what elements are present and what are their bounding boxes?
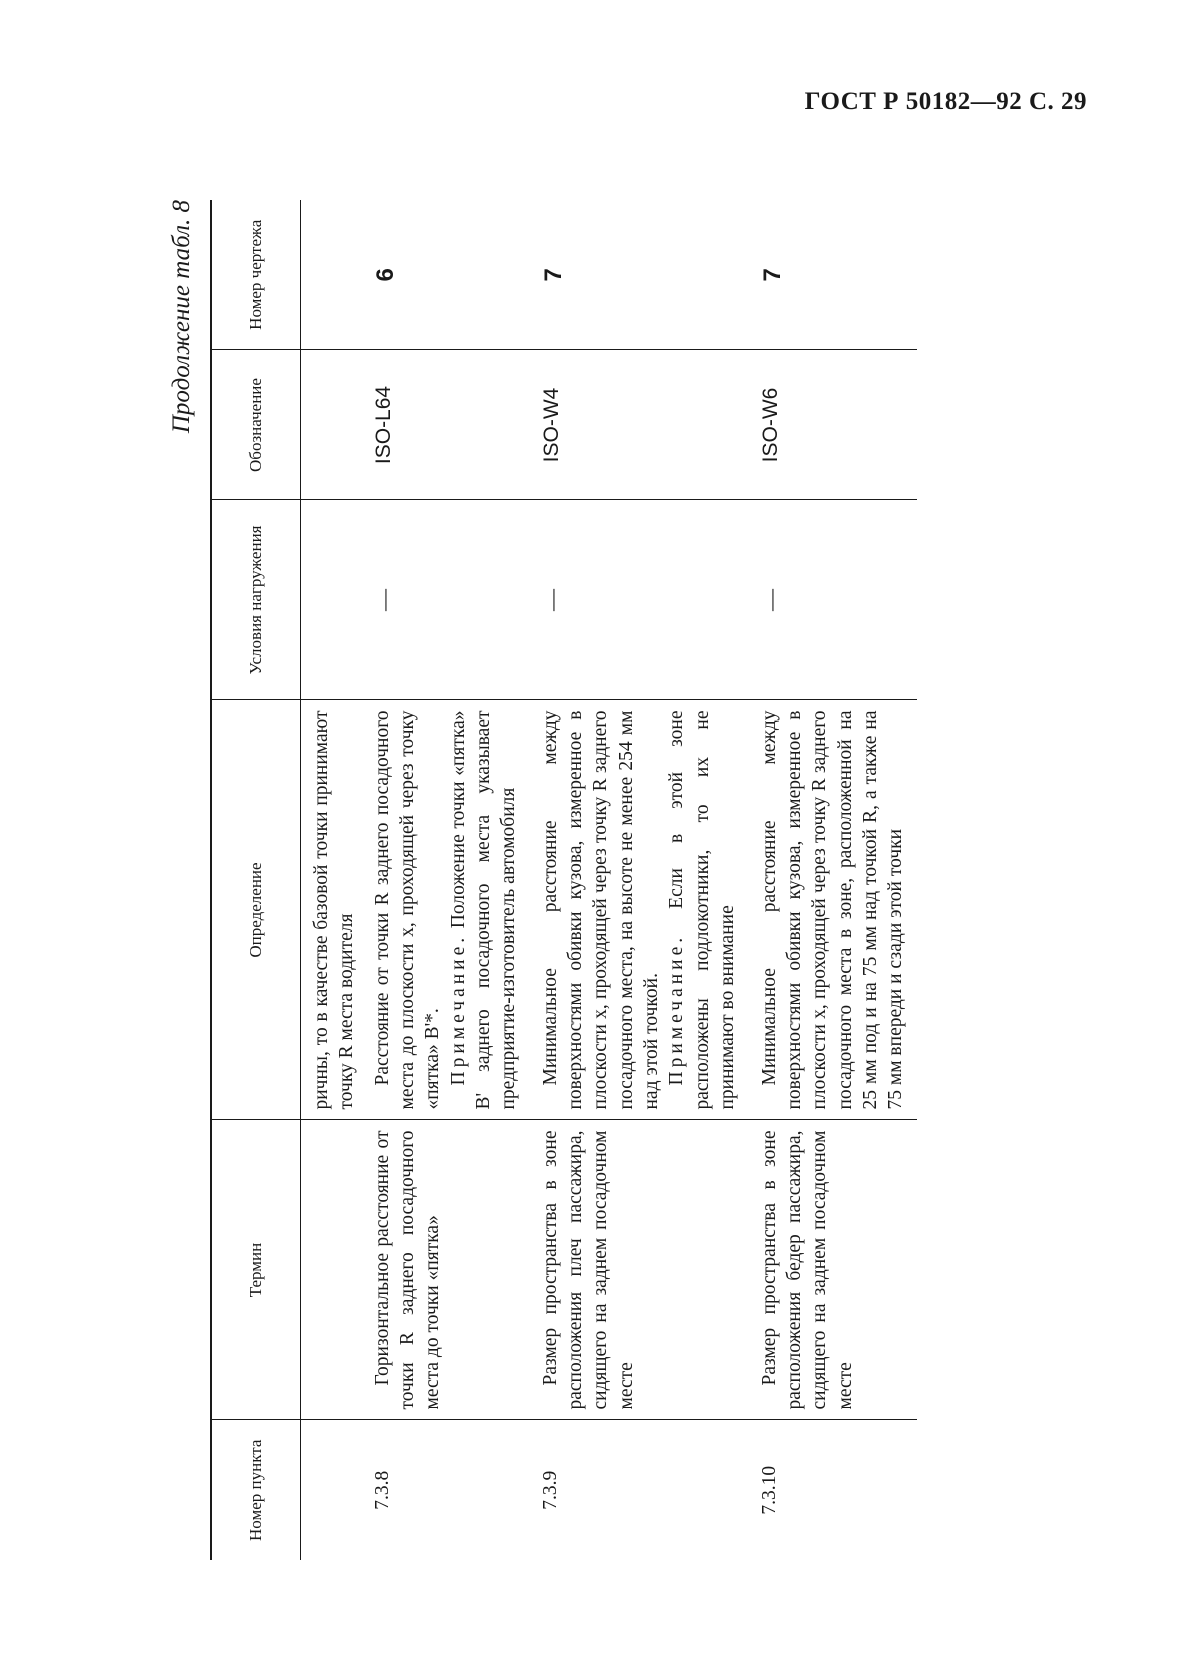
row-term: Горизонтальное расстояние от точки R заднего посадочного места до точки «пятка» [362, 1120, 530, 1420]
row-condition: — [749, 500, 917, 700]
table-row-continuation [301, 200, 362, 1560]
column-header-designation: Обозначение [211, 350, 301, 500]
page-header: ГОСТ Р 50182—92 С. 29 [804, 88, 1087, 115]
column-header-drawing: Номер чертежа [211, 200, 301, 350]
table-row [530, 200, 749, 1560]
row-definition: Расстояние от точки R заднего посадочного места до плоскости x, проходящей через точку «пятка» B'*. Примечание. Положение точки «пятка» B' заднего посадочного места указывает предприятие-изготовитель автомобиля [362, 700, 530, 1120]
table-row [749, 200, 917, 1560]
row-number: 7.3.8 [371, 1470, 393, 1510]
row-definition: Минимальное расстояние между поверхностями обивки кузова, измеренное в плоскости x, проходящей через точку R заднего посадочного места в зоне, расположенной на 25 мм под и на 75 мм над точкой R, а также на 75 мм впереди и сзади этой точки [749, 700, 917, 1120]
row-term: Размер пространства в зоне расположения плеч пассажира, сидящего на заднем посадочном месте [530, 1120, 749, 1420]
column-header-number: Номер пункта [245, 1439, 265, 1541]
definitions-table [210, 200, 917, 1560]
table-header-row [211, 200, 301, 1560]
continuation-condition [301, 500, 362, 700]
table-row [362, 200, 530, 1560]
continuation-drawing [301, 200, 362, 350]
rotated-page-content [168, 200, 1178, 1560]
note-label: Примечание. [447, 933, 469, 1086]
row-number: 7.3.9 [539, 1470, 561, 1510]
row-drawing: 7 [749, 200, 917, 350]
row-term: Размер пространства в зоне расположения бедер пассажира, сидящего на заднем посадочном месте [749, 1120, 917, 1420]
column-header-term: Термин [211, 1120, 301, 1420]
continuation-term [301, 1120, 362, 1420]
row-designation: ISO-L64 [362, 350, 530, 500]
row-designation: ISO-W6 [749, 350, 917, 500]
continuation-designation [301, 350, 362, 500]
column-header-definition: Определение [211, 700, 301, 1120]
continuation-number [301, 1420, 362, 1560]
table-caption: Продолжение табл. 8 [168, 200, 195, 434]
note-text: Если в этой зоне расположены подлокотники, то их не принимают во внимание [666, 710, 739, 1110]
continuation-definition: ричны, то в качестве базовой точки принимают точку R места водителя [301, 700, 362, 1120]
row-drawing: 6 [362, 200, 530, 350]
row-designation: ISO-W4 [530, 350, 749, 500]
row-condition: — [530, 500, 749, 700]
note-label: Примечание. [666, 933, 688, 1086]
row-number: 7.3.10 [758, 1465, 780, 1515]
row-drawing: 7 [530, 200, 749, 350]
column-header-condition: Условия нагружения [211, 500, 301, 700]
row-condition: — [362, 500, 530, 700]
note-text: Положение точки «пятка» B' заднего посадочного места указывает предприятие-изготовитель автомобиля [447, 710, 520, 1110]
row-definition: Минимальное расстояние между поверхностями обивки кузова, измеренное в плоскости x, проходящей через точку R заднего посадочного места, на высоте не менее 254 мм над этой точкой. Примечание. Если в этой зоне расположены подлокотники, то их не принимают во внимание [530, 700, 749, 1120]
